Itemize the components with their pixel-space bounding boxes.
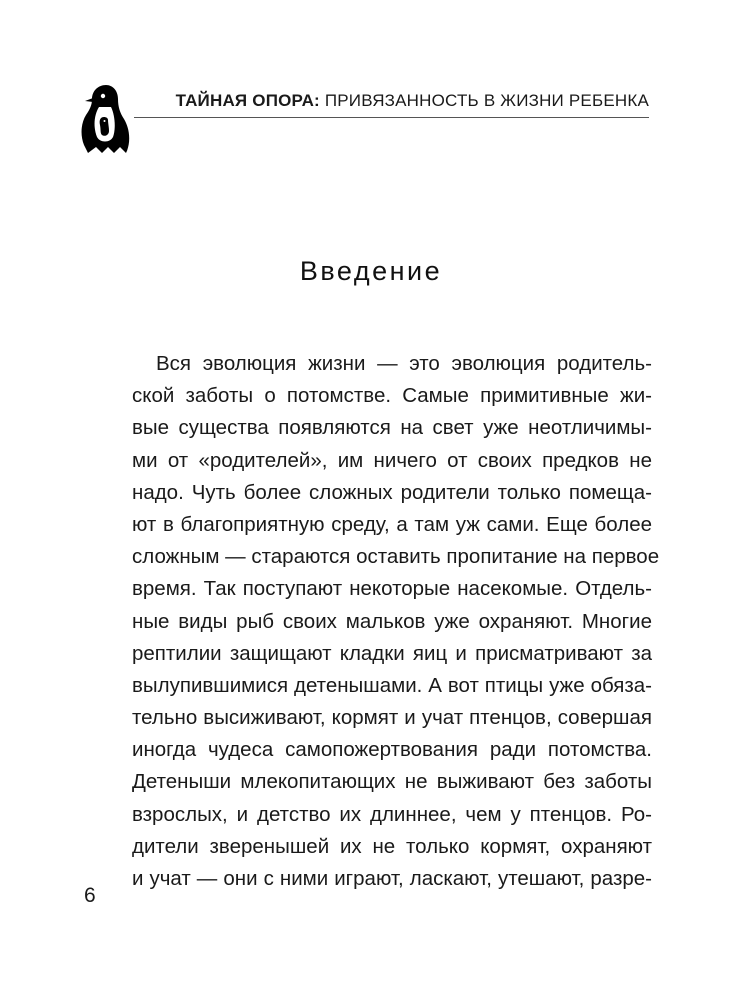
text-line: и учат — они с ними играют, ласкают, утешают, разре- <box>132 867 652 890</box>
text-line: ской заботы о потомстве. Самые примитивные жи- <box>132 384 652 408</box>
text-line: дители зверенышей их не только кормят, охраняют <box>132 834 652 858</box>
text-line: иногда чудеса самопожертвования ради потомства. <box>132 738 652 762</box>
text-line: ют в благоприятную среду, а там уж сами. Еще более <box>132 512 652 536</box>
text-line: рептилии защищают кладки яиц и присматривают за <box>132 641 652 665</box>
text-line: надо. Чуть более сложных родители только помеща- <box>132 480 652 504</box>
header-rule <box>134 117 649 118</box>
running-header-bold: ТАЙНАЯ ОПОРА: <box>175 91 320 110</box>
text-line: Вся эволюция жизни — это эволюция родитель- <box>156 352 652 375</box>
text-line: время. Так поступают некоторые насекомые. Отдель- <box>132 577 652 601</box>
penguin-icon <box>80 83 132 155</box>
body-text <box>132 348 660 895</box>
text-line: взрослых, и детство их длиннее, чем у птенцов. Ро- <box>132 802 652 826</box>
page-number: 6 <box>84 884 96 907</box>
text-line: ные виды рыб своих мальков уже охраняют. Многие <box>132 609 652 633</box>
text-line: сложным — стараются оставить пропитание на первое <box>132 545 660 569</box>
text-line: тельно высиживают, кормят и учат птенцов, совершая <box>132 706 652 730</box>
text-line: вылупившимися детенышами. А вот птицы уже обяза- <box>132 673 652 697</box>
running-header <box>176 91 649 111</box>
text-line: Детеныши млекопитающих не выживают без заботы <box>132 770 652 794</box>
chapter-title: Введение <box>299 256 443 286</box>
text-line: ми от «родителей», им ничего от своих предков не <box>132 448 652 472</box>
text-line: вые существа появляются на свет уже неотличимы- <box>132 416 652 440</box>
running-header-rest: ПРИВЯЗАННОСТЬ В ЖИЗНИ РЕБЕНКА <box>319 91 649 110</box>
